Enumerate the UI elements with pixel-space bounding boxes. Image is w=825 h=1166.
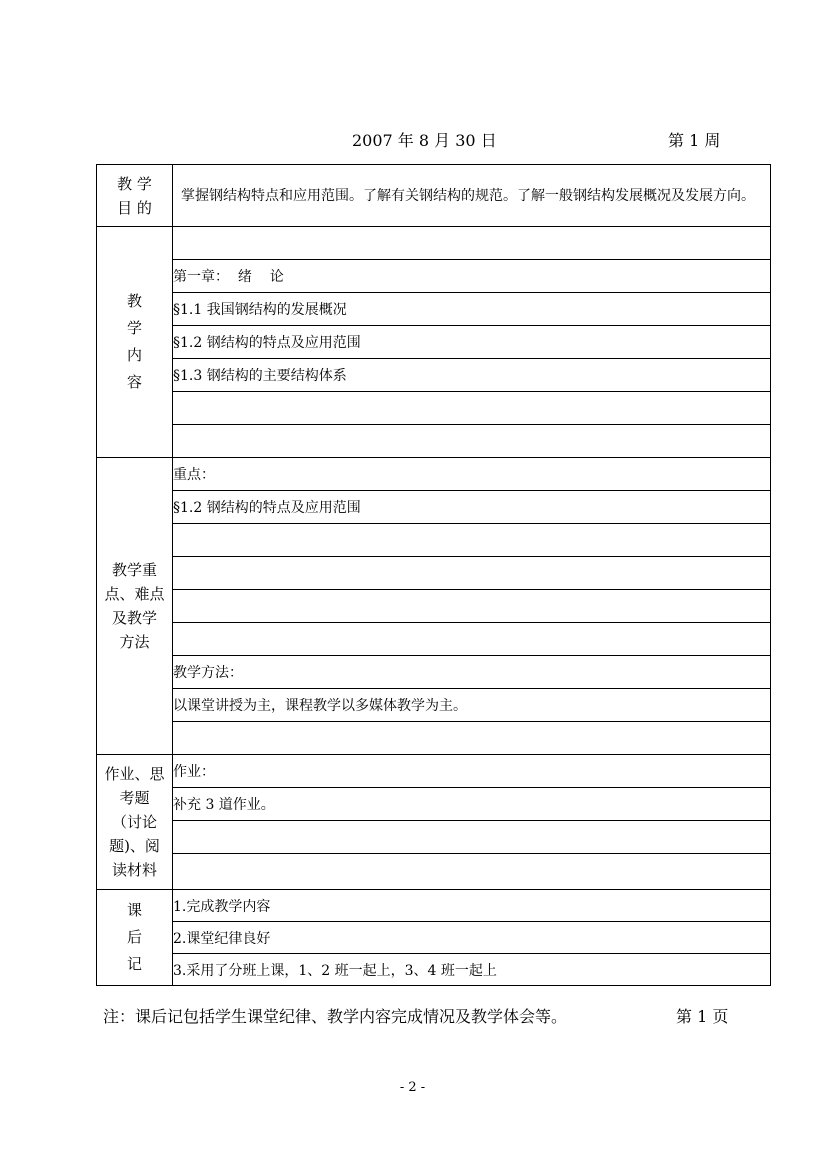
homework-blank-line bbox=[173, 821, 771, 854]
purpose-row bbox=[97, 165, 771, 227]
page-number: - 2 - bbox=[399, 1080, 426, 1095]
lesson-date: 2007 年 8 月 30 日 bbox=[352, 131, 497, 150]
purpose-text: 掌握钢结构特点和应用范围。了解有关钢结构的规范。了解一般钢结构发展概况及发展方向。 bbox=[181, 187, 755, 204]
method-text: 以课堂讲授为主，课程教学以多媒体教学为主。 bbox=[173, 689, 771, 722]
focus-label: 重点： bbox=[173, 458, 771, 491]
homework-text: 补充 3 道作业。 bbox=[173, 788, 771, 821]
afterclass-item: 1.完成教学内容 bbox=[173, 890, 771, 922]
section-item: §1.2 钢结构的特点及应用范围 bbox=[173, 326, 771, 359]
content-blank-line bbox=[173, 227, 771, 260]
keypoints-label: 教学重 点、难点 及教学 方法 bbox=[97, 458, 173, 755]
homework-row bbox=[97, 755, 771, 788]
section-item: §1.3 钢结构的主要结构体系 bbox=[173, 359, 771, 392]
lesson-plan-table bbox=[96, 164, 771, 986]
afterclass-row bbox=[97, 890, 771, 922]
keypoints-blank-line bbox=[173, 722, 771, 755]
afterclass-item: 3.采用了分班上课，1、2 班一起上，3、4 班一起上 bbox=[173, 954, 771, 986]
keypoints-blank-line bbox=[173, 623, 771, 656]
content-label: 教 学 内 容 bbox=[97, 227, 173, 458]
week-number: 第 1 周 bbox=[668, 131, 721, 150]
footer-page: 第 1 页 bbox=[676, 1007, 729, 1026]
section-item: §1.1 我国钢结构的发展概况 bbox=[173, 293, 771, 326]
content-row bbox=[97, 227, 771, 260]
afterclass-label: 课 后 记 bbox=[97, 890, 173, 986]
keypoints-blank-line bbox=[173, 557, 771, 590]
homework-label-text: 作业： bbox=[173, 755, 771, 788]
chapter-title: 第一章： 绪 论 bbox=[173, 260, 771, 293]
focus-item: §1.2 钢结构的特点及应用范围 bbox=[173, 491, 771, 524]
method-label: 教学方法： bbox=[173, 656, 771, 689]
content-blank-line bbox=[173, 392, 771, 425]
keypoints-blank-line bbox=[173, 590, 771, 623]
keypoints-row bbox=[97, 458, 771, 491]
homework-label: 作业、思 考题 （讨论 题)、阅 读材料 bbox=[97, 755, 173, 890]
homework-blank-line bbox=[173, 854, 771, 890]
footer-note: 注：课后记包括学生课堂纪律、教学内容完成情况及教学体会等。 bbox=[103, 1007, 568, 1026]
purpose-label: 教 学 目 的 bbox=[97, 165, 173, 227]
keypoints-blank-line bbox=[173, 524, 771, 557]
afterclass-item: 2.课堂纪律良好 bbox=[173, 922, 771, 954]
content-blank-line bbox=[173, 425, 771, 458]
